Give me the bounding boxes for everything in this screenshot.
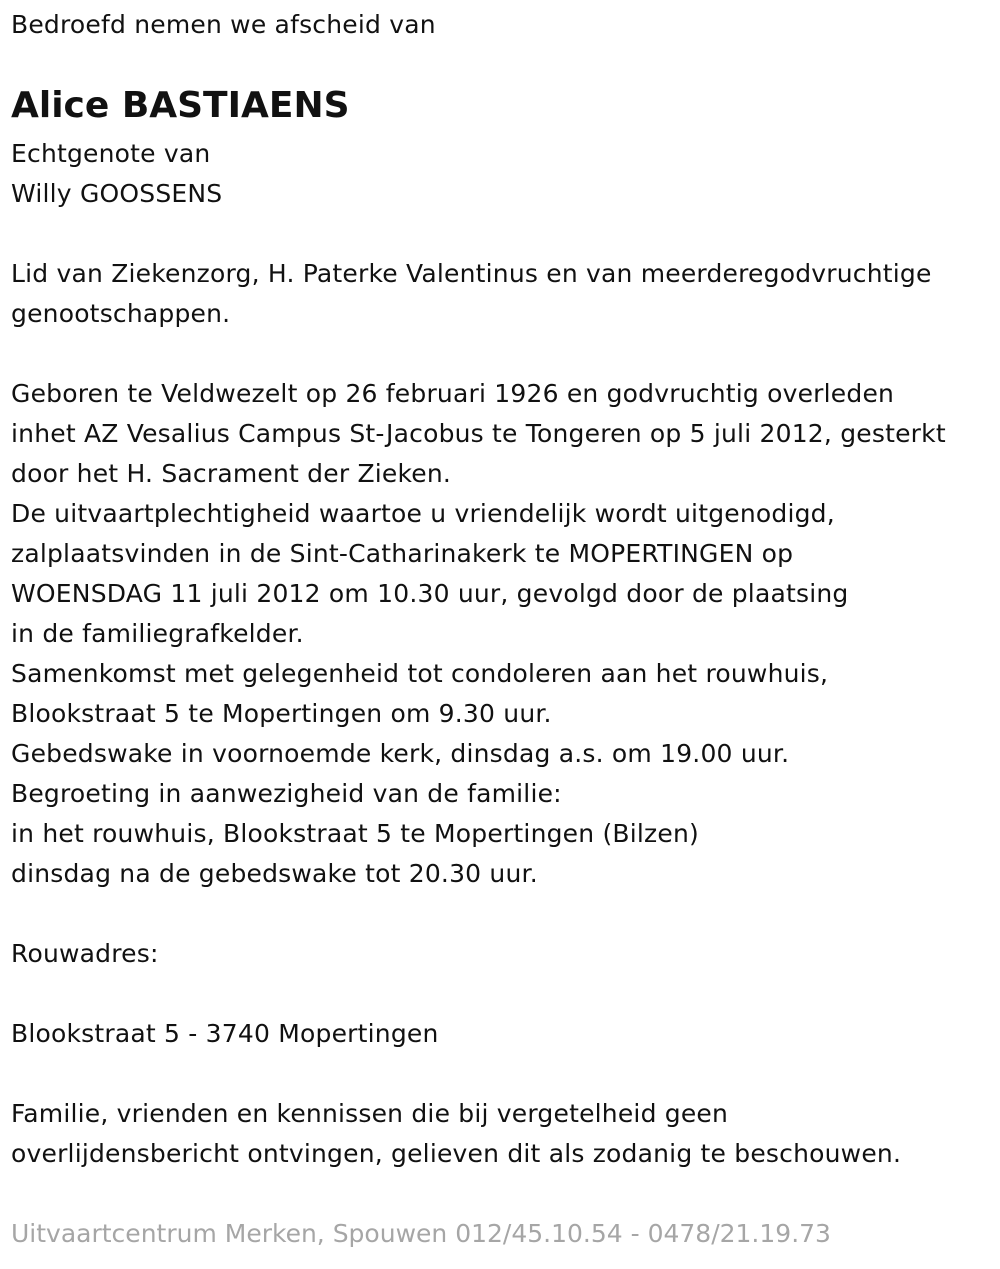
birth-death-line: inhet AZ Vesalius Campus St-Jacobus te Tongeren op 5 juli 2012, gesterkt [11, 419, 946, 448]
condolence-line: Blookstraat 5 te Mopertingen om 9.30 uur. [11, 699, 552, 728]
intro-text: Bedroefd nemen we afscheid van [11, 10, 436, 39]
deceased-name: Alice BASTIAENS [11, 85, 350, 126]
spouse-section [11, 134, 222, 214]
visitation-line: dinsdag na de gebedswake tot 20.30 uur. [11, 859, 538, 888]
funeral-line: De uitvaartplechtigheid waartoe u vriendelijk wordt uitgenodigd, [11, 499, 835, 528]
funeral-line: zalplaatsvinden in de Sint-Catharinakerk te MOPERTINGEN op [11, 539, 794, 568]
funeral-line: WOENSDAG 11 juli 2012 om 10.30 uur, gevolgd door de plaatsing [11, 579, 849, 608]
birth-death-line: Geboren te Veldwezelt op 26 februari 1926 en godvruchtig overleden [11, 379, 895, 408]
funeral-home-footer: Uitvaartcentrum Merken, Spouwen 012/45.10.54 - 0478/21.19.73 [11, 1219, 831, 1248]
family-note [11, 1094, 901, 1174]
birth-death-line: door het H. Sacrament der Zieken. [11, 459, 452, 488]
family-note-line: overlijdensbericht ontvingen, gelieven dit als zodanig te beschouwen. [11, 1139, 902, 1168]
spouse-name: Willy GOOSSENS [11, 179, 223, 208]
visitation-line: Begroeting in aanwezigheid van de familie: [11, 779, 562, 808]
membership-line: Lid van Ziekenzorg, H. Paterke Valentinus en van meerderegodvruchtige [11, 259, 932, 288]
condolence-line: Samenkomst met gelegenheid tot condoleren aan het rouwhuis, [11, 659, 829, 688]
rouwadres-address [11, 1014, 439, 1054]
membership-line: genootschappen. [11, 299, 231, 328]
ceremony-paragraph [11, 374, 946, 894]
funeral-line: in de familiegrafkelder. [11, 619, 304, 648]
rouwadres-label [11, 934, 159, 974]
rouwadres-heading: Rouwadres: [11, 939, 159, 968]
spouse-label: Echtgenote van [11, 139, 211, 168]
vigil-line: Gebedswake in voornoemde kerk, dinsdag a.s. om 19.00 uur. [11, 739, 790, 768]
visitation-line: in het rouwhuis, Blookstraat 5 te Mopertingen (Bilzen) [11, 819, 699, 848]
membership-paragraph [11, 254, 932, 334]
family-note-line: Familie, vrienden en kennissen die bij vergetelheid geen [11, 1099, 729, 1128]
address-line: Blookstraat 5 - 3740 Mopertingen [11, 1019, 439, 1048]
